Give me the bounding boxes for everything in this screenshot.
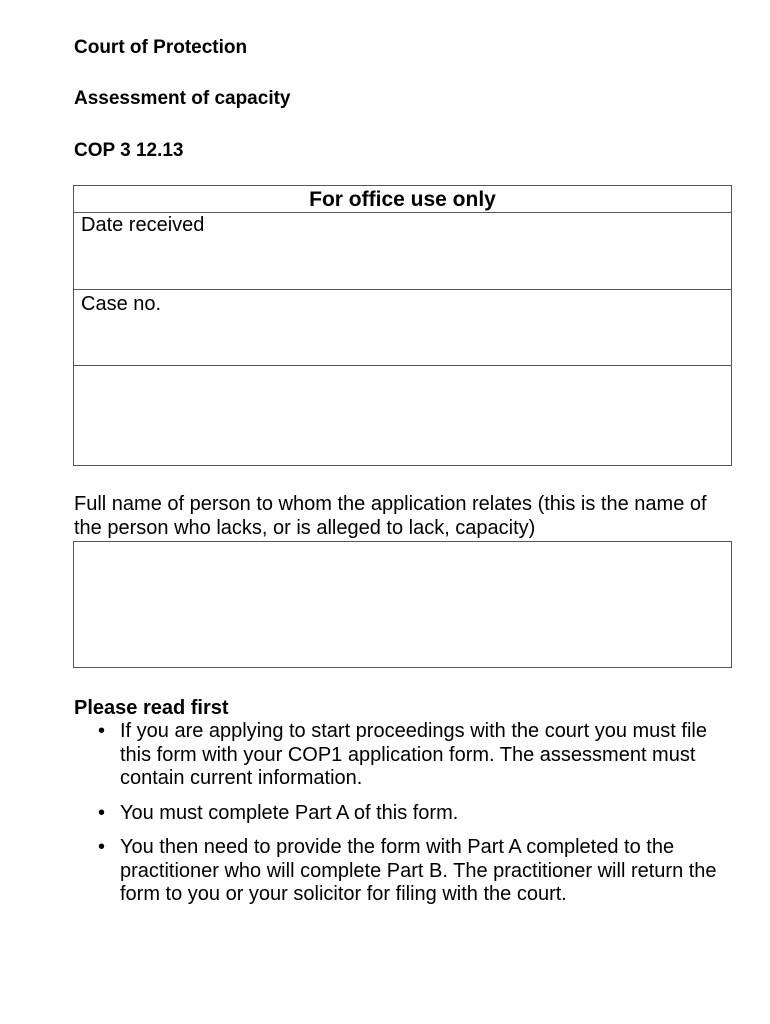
bullet-icon: • [98, 801, 106, 824]
date-received-field[interactable] [74, 213, 731, 290]
list-item: • You then need to provide the form with Part A completed to the practitioner who will complete Part B. The practitioner will return the form to you or your solicitor for filing with the court. [98, 836, 717, 905]
bullet-icon: • [98, 836, 106, 858]
office-blank-field[interactable] [74, 366, 731, 466]
case-no-label: Case no. [81, 293, 162, 315]
court-title: Court of Protection [74, 37, 248, 58]
instructions-list [74, 720, 739, 907]
full-name-label: Full name of person to whom the application relates (this is the name of the person who lacks, or is alleged to lack, capacity) [74, 493, 707, 539]
please-read-first-heading: Please read first [74, 697, 229, 719]
bullet-icon: • [98, 720, 106, 742]
list-item: • If you are applying to start proceedings with the court you must file this form with your COP1 application form. The assessment must contain current information. [98, 720, 707, 789]
case-no-field[interactable] [74, 290, 731, 366]
form-code: COP 3 12.13 [74, 140, 184, 161]
form-title: Assessment of capacity [74, 88, 291, 109]
office-use-table [73, 185, 732, 466]
full-name-field[interactable] [73, 541, 732, 668]
office-use-title: For office use only [74, 186, 731, 213]
date-received-label: Date received [81, 214, 205, 236]
list-item: • You must complete Part A of this form. [98, 801, 459, 824]
